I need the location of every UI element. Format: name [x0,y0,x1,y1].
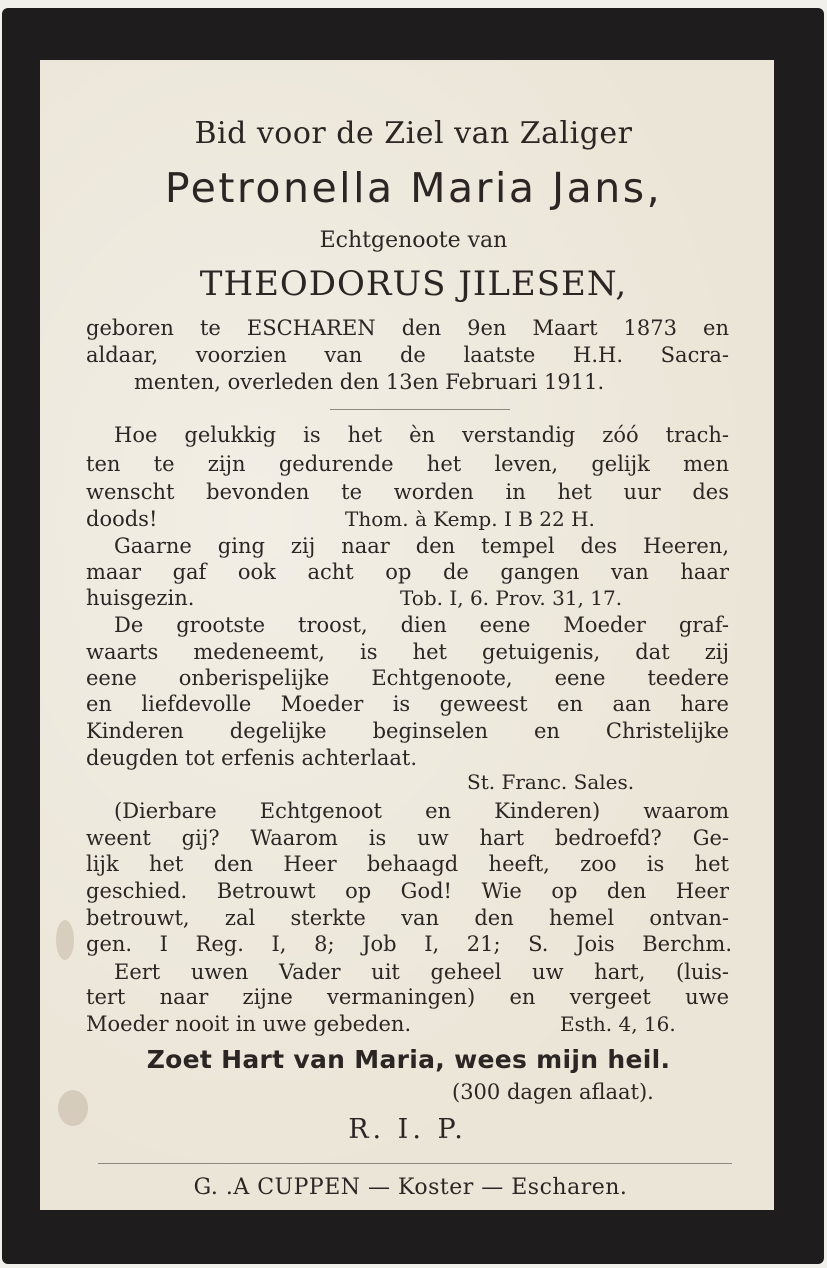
quote1-source: Thom. à Kemp. I B 22 H. [345,507,595,531]
divider-top [330,409,510,410]
quote3-line-1: De grootste troost, dien eene Moeder graf- [114,613,729,637]
stain-left-2 [56,920,74,960]
quote4-line-3: lijk het den Heer behaagd heeft, zoo is het [86,852,729,876]
prayer-heading: Bid voor de Ziel van Zaliger [194,116,633,151]
quote1-end: doods! [86,507,158,531]
quote3-end: deugden tot erfenis achterlaat. [86,746,418,770]
quote1-line-2: ten te zijn gedurende het leven, gelijk men [86,452,729,476]
quote4-line-6: gen. I Reg. I, 8; Job I, 21; S. Jois Berchm. [86,932,732,956]
bio-line-1: geboren te ESCHAREN den 9en Maart 1873 en [86,316,729,340]
quote4-line-7: Eert uwen Vader uit geheel uw hart, (luis- [114,960,729,984]
quote3-line-3: eene onberispelijke Echtgenoote, eene teedere [86,666,729,690]
bio-line-3: menten, overleden den 13en Februari 1911. [134,370,605,394]
quote2-end: huisgezin. [86,586,195,610]
quote3-source: St. Franc. Sales. [467,770,635,794]
deceased-name: Petronella Maria Jans, [164,164,663,212]
quote4-line-1: (Dierbare Echtgenoot en Kinderen) waarom [114,799,729,823]
quote4-line-2: weent gij? Waarom is uw hart bedroefd? Ge- [86,826,729,850]
quote3-line-2: waarts medeneemt, is het getuigenis, dat zij [86,640,729,664]
spouse-name: THEODORUS JILESEN, [199,264,628,304]
quote3-line-5: Kinderen degelijke beginselen en Christelijke [86,719,729,743]
prayer-line: Zoet Hart van Maria, wees mijn heil. [146,1045,671,1074]
quote2-line-2: maar gaf ook acht op de gangen van haar [86,560,729,584]
spouse-intro: Echtgenoote van [319,228,508,253]
quote4-end: Moeder nooit in uwe gebeden. [86,1012,412,1036]
quote3-line-4: en liefdevolle Moeder is geweest en aan hare [86,692,729,716]
quote4-source: Esth. 4, 16. [560,1012,676,1036]
quote4-line-4: geschied. Betrouwt op God! Wie op den Heer [86,879,729,903]
rip: R. I. P. [348,1114,467,1145]
divider-bottom [98,1163,732,1164]
quote1-line-1: Hoe gelukkig is het èn verstandig zóó trach- [114,423,729,447]
bio-line-2: aldaar, voorzien van de laatste H.H. Sacra- [86,343,729,367]
quote1-line-3: wenscht bevonden te worden in het uur des [86,480,729,504]
printer-credit: G. .A CUPPEN — Koster — Escharen. [193,1175,628,1200]
quote4-line-5: betrouwt, zal sterkte van den hemel ontvan- [86,906,729,930]
indulgence: (300 dagen aflaat). [452,1080,654,1104]
quote2-source: Tob. I, 6. Prov. 31, 17. [400,586,623,610]
quote4-line-8: tert naar zijne vermaningen) en vergeet uwe [86,985,729,1009]
quote2-line-1: Gaarne ging zij naar den tempel des Heeren, [114,534,729,558]
